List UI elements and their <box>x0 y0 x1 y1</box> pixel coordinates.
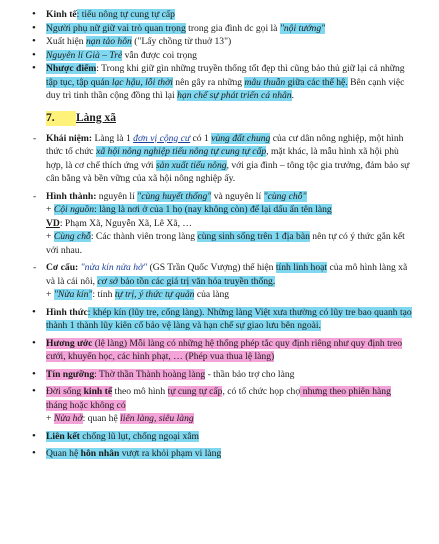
kn-l2-c: , mặt khác, là mẫu hình xã hội phù <box>266 146 399 157</box>
kn-l3-a: hợp, là cơ chế thích ứng với <box>46 159 156 171</box>
kn-text-a: Làng là 1 <box>92 132 134 144</box>
nhuoc-lac-hau: lạc hậu, lỗi thời <box>111 76 173 88</box>
quan-he-a: Quan hệ <box>46 448 81 459</box>
cung-cho-line2: với nhau. <box>46 244 82 256</box>
cn-label: Cội nguồn <box>53 204 95 215</box>
hinh-thuc-line1 <box>28 306 425 320</box>
doi-song-text2: tháng hoặc không có <box>46 399 126 411</box>
kn-text-c: có 1 <box>190 132 212 144</box>
nhuoc-mau-thuan: mâu thuẫn <box>244 76 286 88</box>
hinh-thuc-text: : khép kín (lũy tre, cổng làng). Những làng Việt xưa thường có lũy tre bao quanh tạo <box>87 306 412 318</box>
bullet-nhuoc-diem <box>28 62 425 76</box>
ht-cung-cho: "cùng chỗ" <box>263 190 307 202</box>
cc2-co-so: cơ sở <box>97 275 119 287</box>
tao-hon-prefix: Xuất hiện <box>46 36 86 47</box>
kn-xa-hoi: xã hội nông nghiệp tiểu nông tự cung tự cấp <box>96 146 267 157</box>
text-kinh-te: : tiểu nông tự cung tự cấp <box>76 9 175 20</box>
cn-plus: + <box>46 204 54 215</box>
ds3-plus: + <box>46 413 54 424</box>
cung-cho-line <box>28 230 425 244</box>
quan-he-hon-nhan: hôn nhân <box>80 448 120 459</box>
cc2-a: và là cái nôi, <box>46 275 98 287</box>
bullet-tao-hon <box>28 35 425 49</box>
nhuoc-duy-tri: duy trì tinh thần cộng đồng thì lại <box>46 90 178 101</box>
label-huong-uoc: Hương ước <box>46 337 93 349</box>
section-number: 7. <box>46 111 76 126</box>
co-cau-line1 <box>28 261 425 275</box>
khai-niem-line2 <box>28 145 425 159</box>
hinh-thanh-line1 <box>28 190 425 204</box>
doi-song-d: nhưng theo phiên hàng <box>300 386 391 397</box>
label-hinh-thuc: Hình thức <box>46 306 88 318</box>
doi-song-line1 <box>28 385 425 399</box>
khai-niem-line3 <box>28 159 425 173</box>
coi-nguon-line <box>28 203 425 217</box>
cc3-plus: + <box>46 289 54 300</box>
co-cau-line3 <box>28 288 425 302</box>
vd-label: VD <box>46 217 60 229</box>
doi-song-tu-cung: tự cung tự cấp <box>167 386 223 397</box>
bullet-nguyen-li <box>28 49 425 63</box>
cn-text: : làng là nơi ở của 1 họ (nay không còn) để lại dấu ấn tên làng <box>94 204 332 215</box>
co-cau-nua-kin: "nửa kín nửa hở" <box>80 262 148 273</box>
tin-nguong-line <box>28 368 425 382</box>
kn-l3-c: , với gia đình – tông tộc gia trưởng, đảm bảo sự <box>226 159 410 171</box>
nhuoc-the-he: giữa các thế hệ. <box>285 76 348 88</box>
cc1-e: của mô hình làng xã <box>327 262 408 273</box>
nguyen-li-highlight: Nguyên lí Già – Trẻ <box>46 49 123 61</box>
tao-hon-quote: ("Lấy chồng từ thuở 13") <box>131 36 232 47</box>
nhuoc-han-che: hạn chế sự phát triển cá nhân <box>177 90 292 101</box>
cc-highlight: cùng sinh sống trên 1 địa bàn <box>197 231 310 242</box>
cc-text: : Các thành viên trong làng <box>90 231 198 242</box>
cc3-e: của làng <box>194 289 230 300</box>
doi-song-a: theo mô hình <box>112 386 168 397</box>
vd-text: : Phạm Xã, Nguyễn Xã, Lê Xã, … <box>59 217 193 229</box>
ds3-c: : quan hệ <box>82 413 121 424</box>
ds3-nua-ho: Nửa hở <box>53 413 83 424</box>
nhuoc-line2 <box>28 76 425 90</box>
ds3-lien-lang: liên làng, siêu làng <box>120 413 194 424</box>
label-kinh-te: Kinh tế <box>46 9 77 20</box>
tin-nguong-text2: - thần bảo trợ cho làng <box>205 368 295 380</box>
kn-vung-dat: vùng đất chung <box>211 132 271 144</box>
nhuoc-period: . <box>291 90 294 101</box>
hinh-thuc-text2: thành 1 thành lũy kiên cố bảo vệ làng và hạn chế sự giao lưu bên ngoài. <box>46 320 321 331</box>
bullet-kinh-te <box>28 8 425 22</box>
huong-uoc-text: Mỗi làng có những hệ thống phép tắc quy định riêng như quy định treo <box>127 337 403 349</box>
cc-label: Cùng chỗ <box>53 231 91 242</box>
lien-ket-text: chống lũ lụt, chống ngoại xâm <box>79 430 199 442</box>
bullet-phu-nu <box>28 22 425 36</box>
quan-he-line <box>28 447 425 461</box>
huong-uoc-phep-vua: (Phép vua thua lệ làng) <box>182 351 275 362</box>
label-tin-nguong: Tín ngưỡng <box>46 368 95 380</box>
label-nhuoc-diem: Nhược điểm <box>46 63 97 74</box>
cc1-c: (GS Trần Quốc Vượng) thể hiện <box>147 262 276 273</box>
co-cau-line2 <box>28 275 425 289</box>
kn-text-e: của cư dân nông nghiệp, một hình <box>270 132 404 144</box>
ht-cung-huyet: "cùng huyết thống" <box>137 190 212 202</box>
quan-he-c: vượt ra khỏi phạm vi làng <box>119 448 222 459</box>
phu-nu-text: trong gia đình dc gọi là <box>185 22 280 34</box>
doi-song-c: , có tổ chức họp chợ <box>222 386 301 397</box>
kn-san-xuat: sản xuất tiểu nông <box>155 159 227 171</box>
ht-text-c: và nguyên lí <box>211 190 264 202</box>
label-co-cau: Cơ cấu: <box>46 262 79 273</box>
doi-song-label: Đời sống <box>46 386 84 397</box>
doi-song-line3 <box>28 412 425 426</box>
ht-text-a: nguyên lí <box>96 190 138 202</box>
label-hinh-thanh: Hình thành: <box>46 190 97 202</box>
tin-nguong-text: : Thờ thần Thành hoàng làng <box>94 368 206 380</box>
huong-uoc-le-lang: (lệ làng) <box>92 337 128 349</box>
co-cau-linh-hoat: tính linh hoạt <box>275 262 328 273</box>
lien-ket-line <box>28 430 425 444</box>
huong-uoc-line1 <box>28 337 425 351</box>
label-khai-niem: Khái niệm: <box>46 132 93 144</box>
huong-uoc-line2 <box>28 350 425 364</box>
kn-don-vi: đơn vị cộng cư <box>133 132 191 144</box>
nhuoc-tap-tuc: tập tục, tập quán <box>46 76 112 88</box>
section-title: Làng xã <box>76 111 116 124</box>
nhuoc-line3 <box>28 89 425 103</box>
khai-niem-line4: cân bằng và bền vững của xã hội nông nghiệp ấy. <box>46 173 236 184</box>
doi-song-kinh-te: kinh tế <box>83 386 113 397</box>
cc3-tu-tri: tự trị, ý thức tự quản <box>114 289 195 300</box>
label-lien-ket: Liên kết <box>46 430 80 442</box>
huong-uoc-text2: cưới, khuyến học, các hình phạt, … <box>46 351 183 362</box>
phu-nu-highlight: Người phụ nữ giữ vai trò quan trọng <box>46 22 186 34</box>
cc-plus: + <box>46 231 54 242</box>
nhuoc-ben-canh: Bên cạnh việc <box>347 76 405 88</box>
cc3-nua-kin: "Nửa kín" <box>53 289 93 300</box>
section-heading <box>46 111 425 126</box>
kn-l2-a: thức tổ chức <box>46 146 97 157</box>
nguyen-li-text: vẫn được coi trọng <box>122 49 197 61</box>
tao-hon-highlight: nạn tảo hôn <box>85 36 132 47</box>
cc-text-e: nên tự có ý thức gắn kết <box>309 231 405 242</box>
cc2-c: bảo tồn các giá trị văn hóa truyền thống. <box>118 275 276 287</box>
hinh-thuc-line2 <box>28 319 425 333</box>
noi-tuong-text: "nội tướng" <box>279 22 326 34</box>
khai-niem-line1 <box>28 132 425 146</box>
doi-song-line2 <box>28 399 425 413</box>
cc3-c: : tính <box>92 289 115 300</box>
vd-line <box>28 217 425 231</box>
nhuoc-text: nên gây ra những <box>172 76 245 88</box>
nhuoc-line1: : Trong khi giữ gìn những truyền thống tốt đẹp thì cũng bảo thủ giữ lại cả những <box>96 63 405 74</box>
